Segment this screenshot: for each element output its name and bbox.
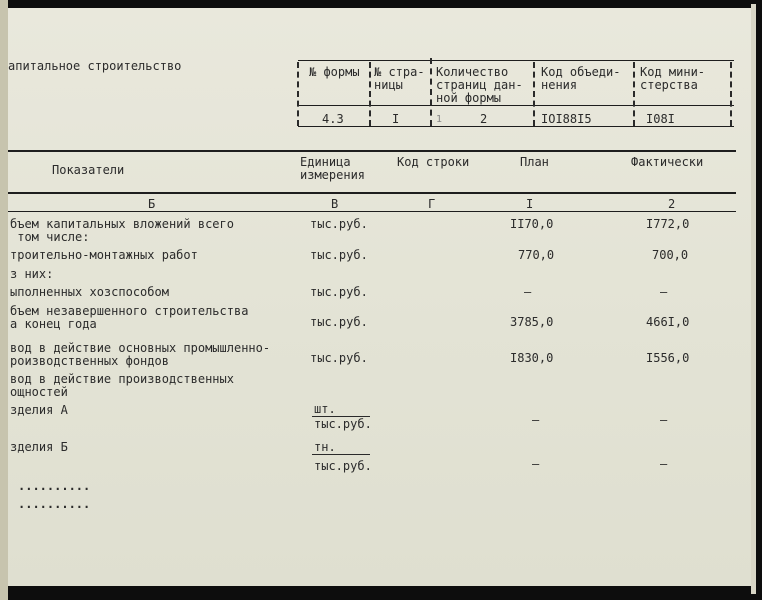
column-letter-unit: В (331, 197, 339, 211)
row-actual: I556,0 (646, 351, 690, 365)
row-plan: II70,0 (510, 217, 554, 231)
row-label: вод в действие основных промышленно- роизводственных фондов (10, 341, 271, 368)
row-actual: 466I,0 (646, 315, 690, 329)
page-left-edge (0, 0, 8, 600)
plan-header: План (520, 155, 549, 169)
form-box-top-line (298, 60, 734, 61)
form-box-sep (633, 62, 636, 126)
table-header-rule (8, 192, 736, 194)
column-letter-code: Г (428, 197, 436, 211)
form-box-sep (297, 62, 300, 126)
row-label: ыполненных хозспособом (10, 285, 169, 299)
row-plan: – (532, 413, 540, 427)
dotted-placeholder: .......... (18, 479, 91, 493)
actual-header: Фактически (631, 155, 704, 169)
row-unit: тыс.руб. (310, 248, 368, 262)
pages-count-header: Количество страниц дан- ной формы (436, 65, 523, 105)
row-label: троительно-монтажных работ (10, 248, 198, 262)
form-number-value: 4.3 (322, 112, 344, 126)
form-box-sep (533, 62, 536, 126)
row-label: бъем капитальных вложений всего том числе: (10, 217, 234, 244)
form-box-sep (430, 58, 433, 126)
row-label: зделия Б (10, 440, 68, 454)
row-unit: тыс.руб. (310, 217, 368, 231)
row-actual: 700,0 (652, 248, 689, 262)
row-plan: 770,0 (518, 248, 555, 262)
form-box-sep (369, 62, 372, 126)
row-actual: – (660, 457, 668, 471)
row-unit: тыс.руб. (310, 315, 368, 329)
row-unit-secondary: тыс.руб. (314, 459, 372, 473)
row-label: вод в действие производственных ощностей (10, 372, 234, 399)
unit-header: Единица измерения (300, 155, 366, 182)
row-unit: тн. (314, 440, 336, 454)
page-number-header: № стра- ницы (374, 65, 425, 92)
row-plan: 3785,0 (510, 315, 554, 329)
row-actual: – (660, 285, 668, 299)
row-plan: I830,0 (510, 351, 554, 365)
pages-count-value: 2 (480, 112, 488, 126)
form-box-sep (730, 62, 733, 126)
pages-count-mark: 1 (436, 114, 443, 125)
row-plan: – (532, 457, 540, 471)
row-unit-secondary: тыс.руб. (314, 417, 372, 431)
row-label: з них: (10, 267, 54, 281)
row-unit: тыс.руб. (310, 285, 368, 299)
dotted-placeholder: .......... (18, 497, 91, 511)
form-box-bottom-line (298, 126, 734, 127)
form-number-header: № формы (309, 65, 360, 79)
row-code-header: Код строки (397, 155, 470, 169)
ministry-code-header: Код мини- стерства (640, 65, 706, 92)
row-label: бъем незавершенного строительства а конец года (10, 304, 249, 331)
indicators-header: Показатели (52, 163, 125, 177)
association-code-header: Код объеди- нения (541, 65, 621, 92)
column-letter-indicators: Б (148, 197, 156, 211)
form-box-mid-line (298, 105, 734, 106)
association-code-value: IOI88I5 (541, 112, 592, 126)
column-letter-plan: I (526, 197, 534, 211)
table-top-rule (8, 150, 736, 152)
column-letter-actual: 2 (668, 197, 676, 211)
page-right-edge (751, 4, 756, 594)
row-label: зделия А (10, 403, 68, 417)
page-number-value: I (392, 112, 400, 126)
row-unit: тыс.руб. (310, 351, 368, 365)
row-unit: шт. (314, 402, 336, 416)
row-actual: I772,0 (646, 217, 690, 231)
row-actual: – (660, 413, 668, 427)
document-title: апитальное строительство (8, 59, 182, 73)
ministry-code-value: I08I (646, 112, 675, 126)
fraction-line (312, 454, 370, 455)
table-letters-rule (8, 211, 736, 212)
row-plan: – (524, 285, 532, 299)
